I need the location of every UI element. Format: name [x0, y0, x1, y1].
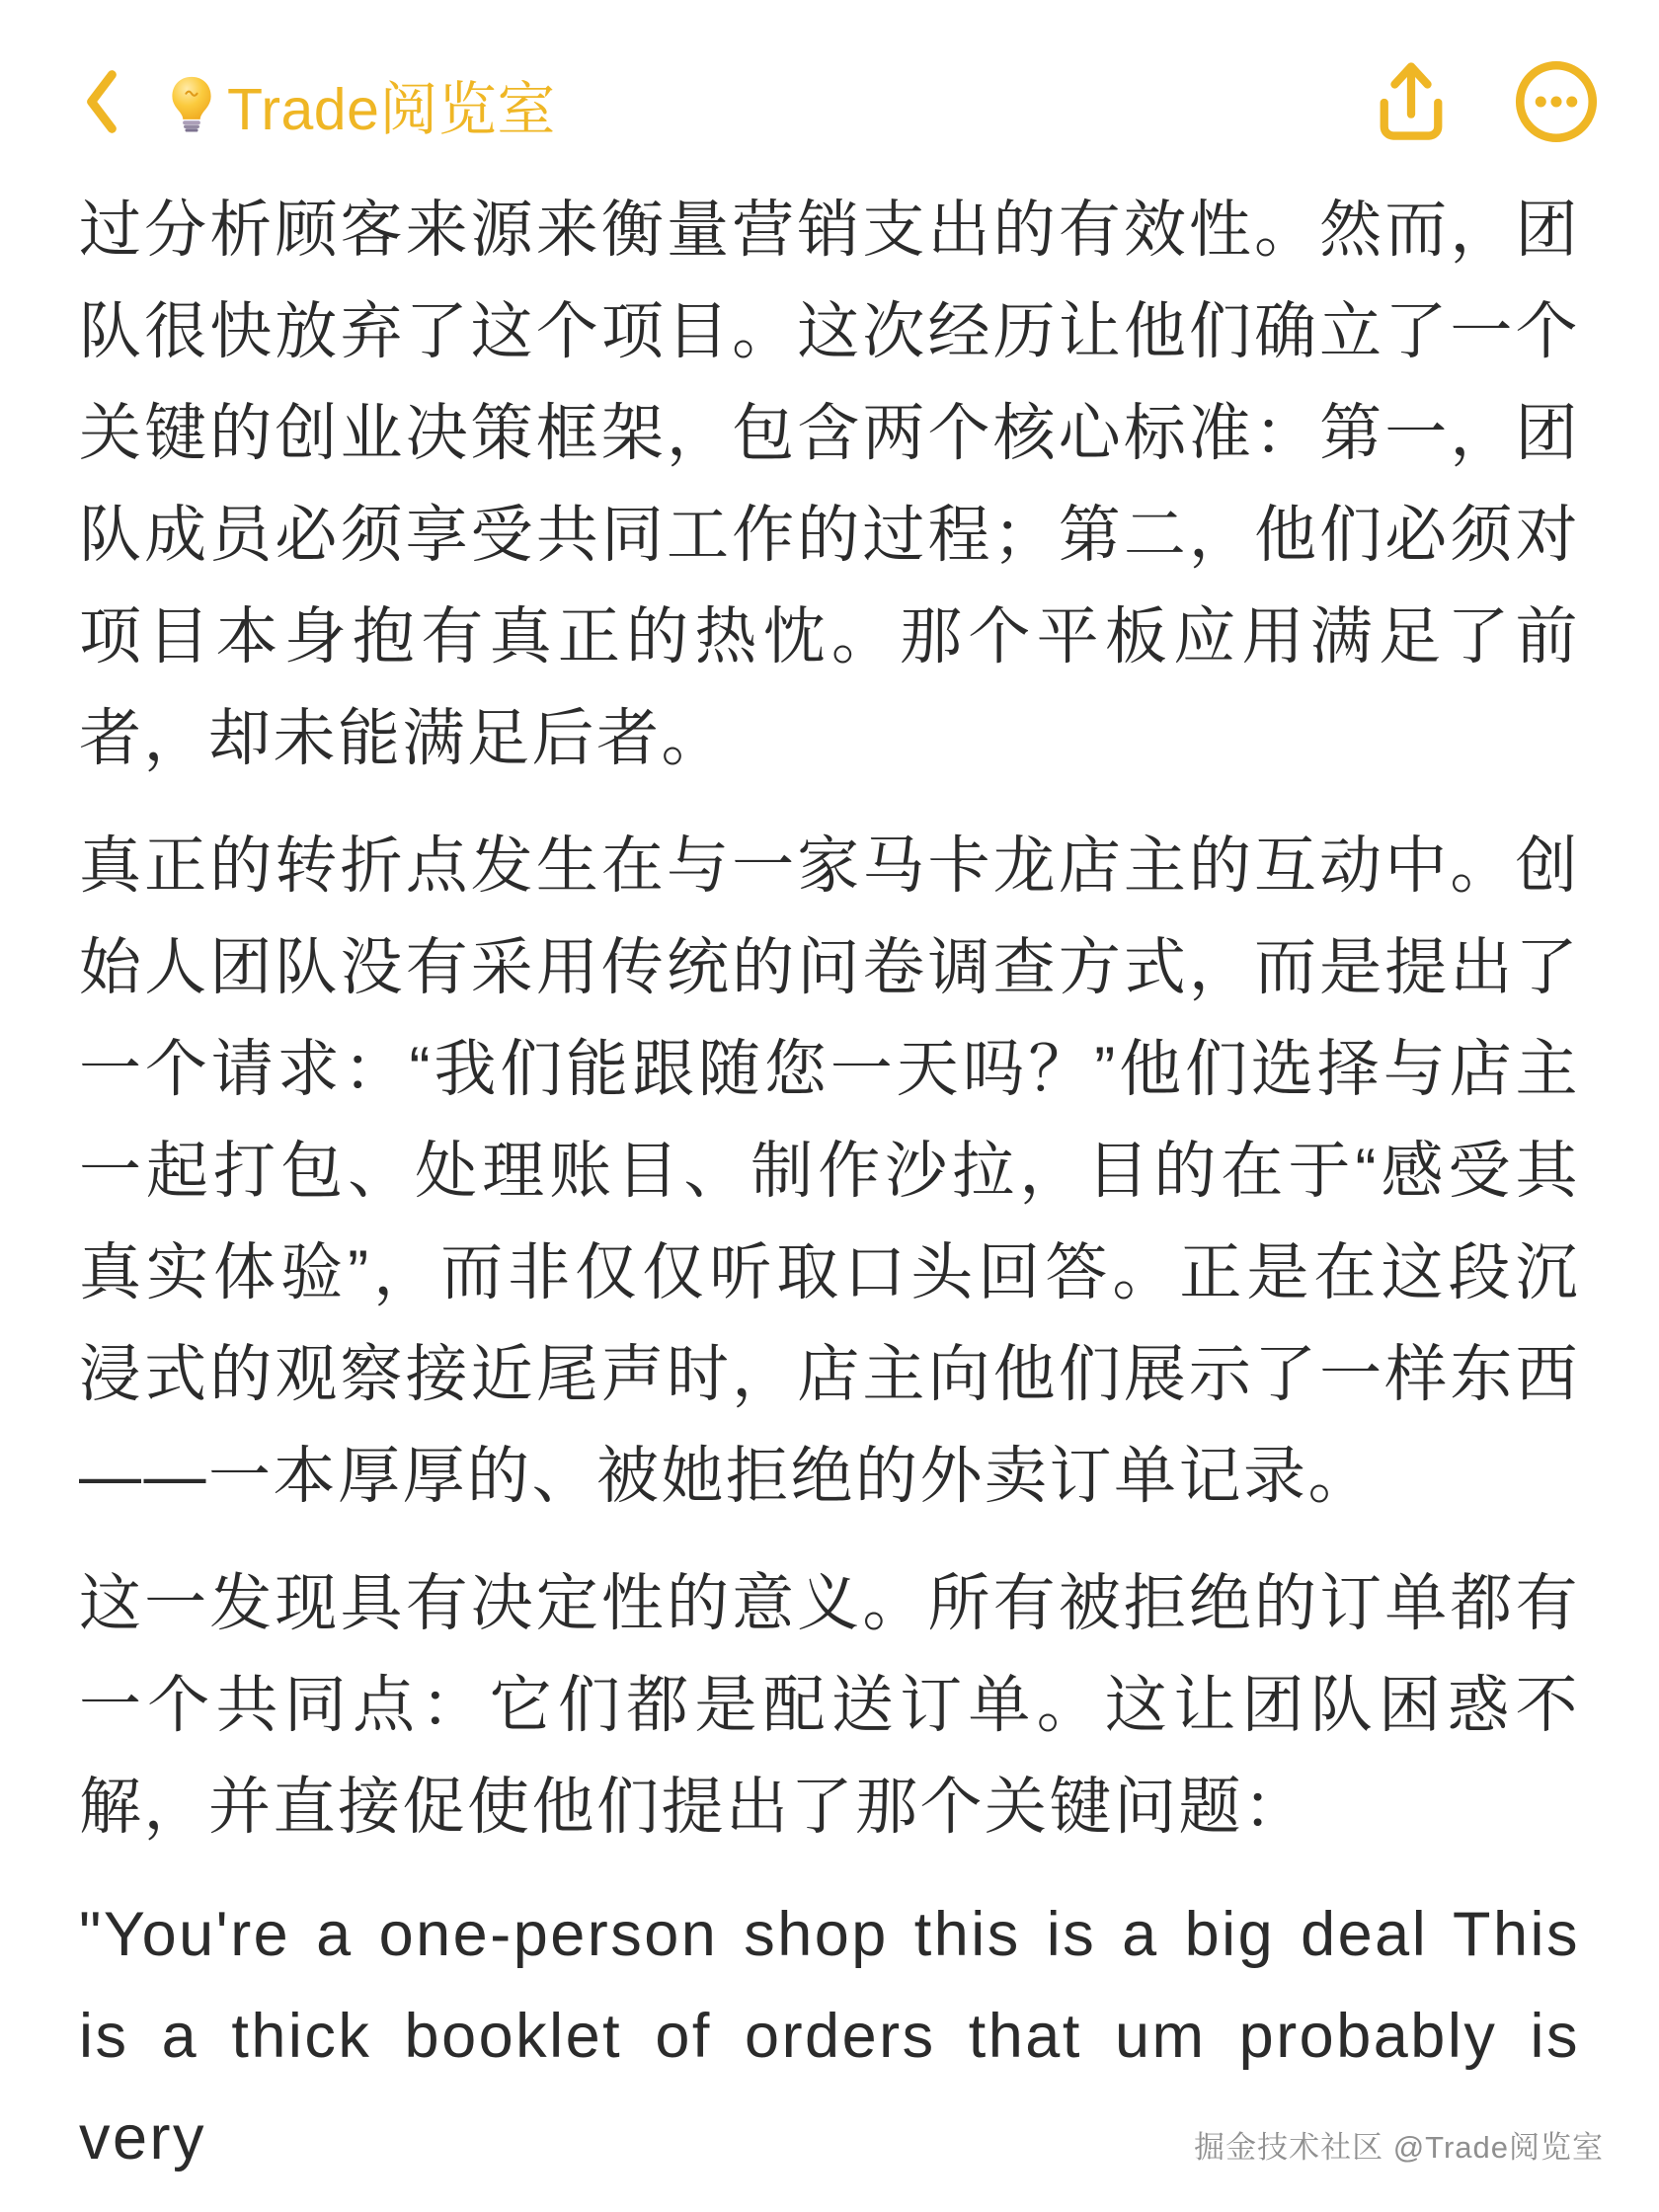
nav-bar: [0, 0, 1659, 170]
share-button[interactable]: [1375, 59, 1448, 149]
chevron-left-icon: [85, 69, 118, 139]
article-paragraph-english-quote: "You're a one-person shop this is a big deal This is a thick booklet of orders that um probably is very: [79, 1900, 1580, 2172]
share-icon: [1375, 59, 1448, 149]
more-options-button[interactable]: [1515, 60, 1598, 148]
article-paragraph: 这一发现具有决定性的意义。所有被拒绝的订单都有一个共同点：它们都是配送订单。这让团队困惑不解，并直接促使他们提出了那个关键问题：: [79, 1569, 1580, 1842]
nav-left-group: [85, 62, 556, 146]
page-title: Trade阅览室: [227, 76, 556, 142]
more-ellipsis-icon: [1515, 60, 1598, 148]
nav-right-group: [1375, 59, 1598, 149]
article-paragraph: 过分析顾客来源来衡量营销支出的有效性。然而，团队很快放弃了这个项目。这次经历让他们确立了一个关键的创业决策框架，包含两个核心标准：第一，团队成员必须享受共同工作的过程；第二，他们必须对项目本身抱有真正的热忱。那个平板应用满足了前者，却未能满足后者。: [79, 196, 1580, 773]
watermark: 掘金技术社区 @Trade阅览室: [1194, 2130, 1604, 2165]
lightbulb-emoji: [164, 75, 219, 132]
article-paragraph: 真正的转折点发生在与一家马卡龙店主的互动中。创始人团队没有采用传统的问卷调查方式，而是提出了一个请求：“我们能跟随您一天吗？”他们选择与店主一起打包、处理账目、制作沙拉，目的在于“感受其真实体验”，而非仅仅听取口头回答。正是在这段沉浸式的观察接近尾声时，店主向他们展示了一样东西——一本厚厚的、被她拒绝的外卖订单记录。: [79, 831, 1580, 1511]
back-button[interactable]: [85, 69, 118, 139]
article-body: [79, 180, 1580, 2189]
